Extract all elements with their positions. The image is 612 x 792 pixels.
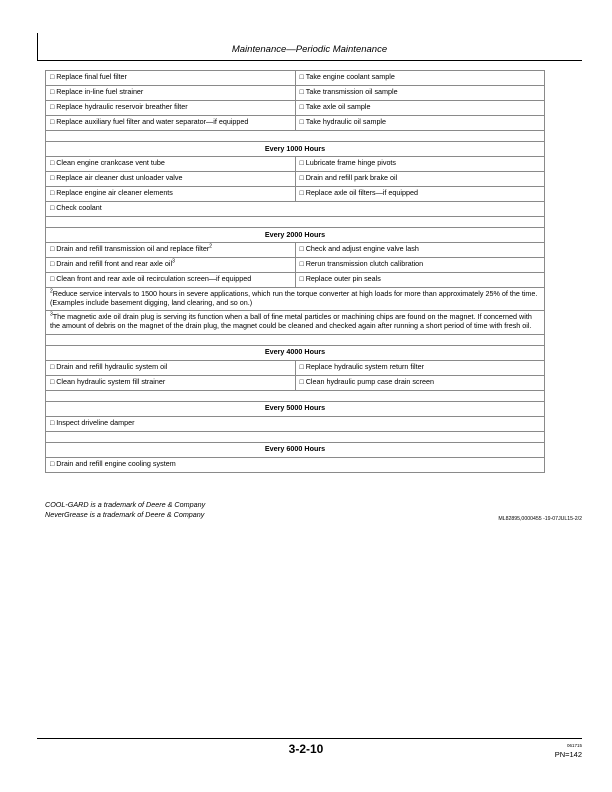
checklist-item: □ Replace axle oil filters—if equipped (295, 187, 545, 202)
checklist-item: □ Replace engine air cleaner elements (46, 187, 296, 202)
checkbox-icon: □ (299, 175, 304, 183)
checklist-item: □ Take engine coolant sample (295, 71, 545, 86)
checklist-item: □ Replace hydraulic system return filter (295, 360, 545, 375)
checkbox-icon: □ (50, 276, 55, 284)
checkbox-icon: □ (50, 246, 55, 254)
table-row (46, 101, 545, 116)
checkbox-icon: □ (50, 261, 55, 269)
table-row (46, 86, 545, 101)
trademark-line: COOL-GARD is a trademark of Deere & Company (45, 500, 206, 509)
footer-code: 061715 (566, 743, 582, 748)
checklist-item: □ Replace auxiliary fuel filter and water separator—if equipped (46, 116, 296, 131)
table-row (46, 258, 545, 273)
checklist-item: □ Replace outer pin seals (295, 273, 545, 288)
checkbox-icon: □ (299, 104, 304, 112)
spacer-row (46, 390, 545, 401)
table-row (46, 375, 545, 390)
checkbox-icon: □ (299, 363, 304, 371)
checkbox-icon: □ (50, 160, 55, 168)
table-row (46, 172, 545, 187)
checkbox-icon: □ (50, 378, 55, 386)
checkbox-icon: □ (299, 190, 304, 198)
footnote-ref: 3 (172, 258, 175, 265)
checkbox-icon: □ (50, 104, 55, 112)
checkbox-icon: □ (50, 205, 55, 213)
checkbox-icon: □ (299, 261, 304, 269)
checkbox-icon: □ (299, 119, 304, 127)
spacer-row (46, 431, 545, 442)
checklist-item: □ Lubricate frame hinge pivots (295, 157, 545, 172)
table-row (46, 311, 545, 334)
spacer-row (46, 334, 545, 345)
footnote-3: $^3$The magnetic axle oil drain plug is serving its function when a ball of fine metal particles or machining chips are found on the magnet. If concerned with the amount of debris on the magnet of the drain plug, the magnet could be cleaned and checked again after running a short period of time with fresh oil. (46, 311, 545, 334)
checklist-item: □ Drain and refill park brake oil (295, 172, 545, 187)
checklist-item: □ Take hydraulic oil sample (295, 116, 545, 131)
table-row (46, 187, 545, 202)
checkbox-icon: □ (299, 246, 304, 254)
footer-rule (37, 738, 582, 739)
checklist-item: □ Drain and refill front and rear axle oil$^3$ (46, 258, 296, 273)
footnote-ref: 2 (209, 243, 213, 250)
table-row (46, 360, 545, 375)
checkbox-icon: □ (50, 175, 55, 183)
section-heading-2000: Every 2000 Hours (46, 228, 545, 243)
page-pn: PN=142 (554, 750, 582, 759)
checklist-item: □ Clean front and rear axle oil recirculation screen—if equipped (46, 273, 296, 288)
checklist-item: □ Clean hydraulic pump case drain screen (295, 375, 545, 390)
section-heading-row (46, 345, 545, 360)
document-id: ML82895,0000455 -19-07JUL15-2/2 (498, 516, 582, 522)
table-row (46, 288, 545, 311)
table-row (46, 243, 545, 258)
section-heading-5000: Every 5000 Hours (46, 401, 545, 416)
checklist-item: □ Drain and refill engine cooling system (46, 457, 545, 472)
table-row (46, 457, 545, 472)
table-row (46, 157, 545, 172)
checklist-item: □ Replace final fuel filter (46, 71, 296, 86)
trademark-notes (45, 500, 205, 519)
checkbox-icon: □ (50, 460, 55, 468)
checklist-item: □ Take transmission oil sample (295, 86, 545, 101)
section-heading-row (46, 442, 545, 457)
checkbox-icon: □ (50, 190, 55, 198)
checklist-item: □ Drain and refill hydraulic system oil (46, 360, 296, 375)
page-header-title: Maintenance—Periodic Maintenance (231, 44, 388, 55)
checklist-item: □ Replace in-line fuel strainer (46, 86, 296, 101)
checkbox-icon: □ (50, 74, 55, 82)
checkbox-icon: □ (299, 89, 304, 97)
checkbox-icon: □ (299, 74, 304, 82)
section-heading-4000: Every 4000 Hours (46, 345, 545, 360)
checkbox-icon: □ (299, 276, 304, 284)
table-row (46, 416, 545, 431)
section-heading-row (46, 401, 545, 416)
section-heading-1000: Every 1000 Hours (46, 142, 545, 157)
trademark-line: NeverGrease is a trademark of Deere & Company (45, 509, 205, 519)
checklist-item: □ Replace hydraulic reservoir breather filter (46, 101, 296, 116)
checkbox-icon: □ (299, 160, 304, 168)
checklist-item: □ Replace air cleaner dust unloader valve (46, 172, 296, 187)
checklist-item: □ Inspect driveline damper (46, 416, 545, 431)
checkbox-icon: □ (299, 378, 304, 386)
maintenance-checklist-table (45, 70, 545, 473)
checkbox-icon: □ (50, 363, 55, 371)
spacer-row (46, 217, 545, 228)
page-number: 3-2-10 (288, 742, 324, 756)
checkbox-icon: □ (50, 419, 55, 427)
checkbox-icon: □ (50, 119, 55, 127)
checklist-item: □ Check coolant (46, 202, 545, 217)
section-heading-row (46, 142, 545, 157)
checklist-item: □ Clean hydraulic system fill strainer (46, 375, 296, 390)
table-row (46, 273, 545, 288)
checklist-item: □ Clean engine crankcase vent tube (46, 157, 296, 172)
section-heading-6000: Every 6000 Hours (46, 442, 545, 457)
header-rule (37, 60, 582, 61)
checkbox-icon: □ (50, 89, 55, 97)
table-row (46, 71, 545, 86)
table-row (46, 116, 545, 131)
spacer-row (46, 131, 545, 142)
checklist-item: □ Rerun transmission clutch calibration (295, 258, 545, 273)
checklist-item: □ Drain and refill transmission oil and replace filter$^2$ (46, 243, 296, 258)
checklist-item: □ Take axle oil sample (295, 101, 545, 116)
table-row (46, 202, 545, 217)
footnote-2: $^2$Reduce service intervals to 1500 hours in severe applications, which run the torque converter at high loads for more than approximately 25% of the time. (Examples include basement digging, land clearing, and so on.) (46, 288, 545, 311)
checklist-item: □ Check and adjust engine valve lash (295, 243, 545, 258)
section-heading-row (46, 228, 545, 243)
